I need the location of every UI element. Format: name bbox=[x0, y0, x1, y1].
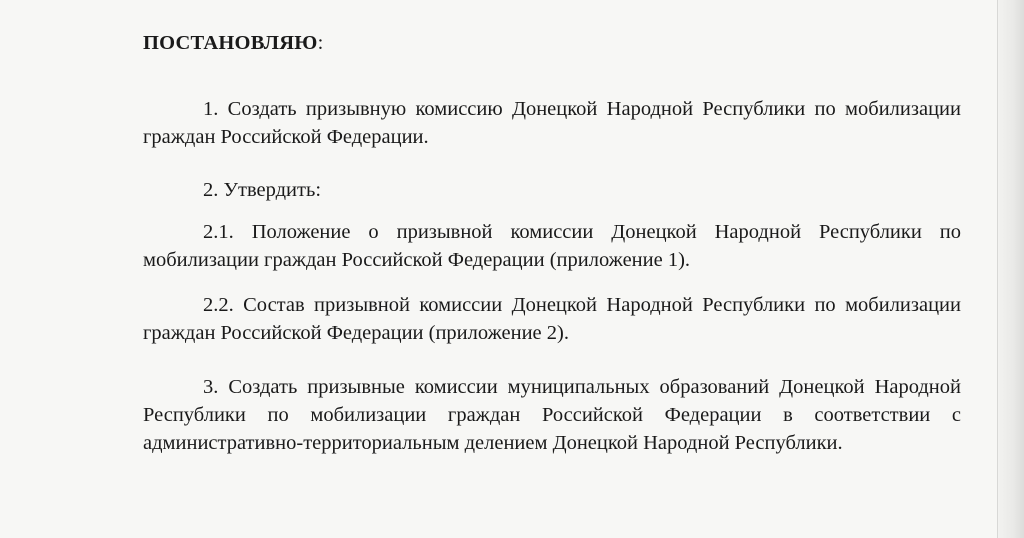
paragraph-1: 1. Создать призывную комиссию Донецкой Народной Республики по мобилизации граждан Российской Федерации. bbox=[143, 98, 961, 148]
paragraph-2: 2. Утвердить: bbox=[203, 179, 322, 201]
paragraph-2-1: 2.1. Положение о призывной комиссии Донецкой Народной Республики по мобилизации граждан Российской Федерации (приложение 1). bbox=[143, 221, 961, 271]
page-edge-shadow bbox=[997, 0, 1024, 538]
heading-colon: : bbox=[317, 32, 324, 54]
paragraph-3: 3. Создать призывные комиссии муниципальных образований Донецкой Народной Республики по мобилизации граждан Российской Федерации в соответствии с административно-территориальным делением Донецкой Народной Республики. bbox=[143, 376, 961, 454]
paragraph-2-2: 2.2. Состав призывной комиссии Донецкой Народной Республики по мобилизации граждан Российской Федерации (приложение 2). bbox=[143, 294, 961, 344]
heading-word: ПОСТАНОВЛЯЮ bbox=[143, 32, 318, 54]
resolution-heading bbox=[143, 32, 323, 55]
